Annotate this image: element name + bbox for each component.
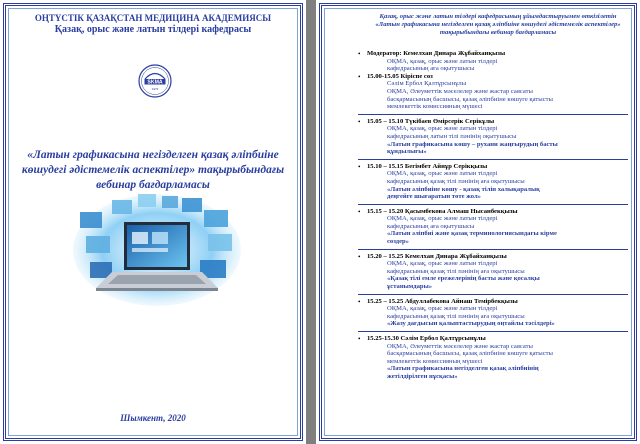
program-item-topic: «Латын әліпбиі және қазақ терминологиясындағы кірме <box>387 230 557 238</box>
program-item-topic: деңгейге шығаратын төте жол» <box>387 193 481 201</box>
program-item-description: ОҚМА, қазақ, орыс және латын тілдері <box>387 170 498 178</box>
program-item <box>358 73 628 111</box>
program-item-topic: «Жазу дағдысын қалыптастырудың оңтайлы тәсілдері» <box>387 320 555 328</box>
program-item-description: мемлекеттік комиссияның мүшесі <box>387 103 483 111</box>
academy-name: ОҢТҮСТІК ҚАЗАҚСТАН МЕДИЦИНА АКАДЕМИЯСЫ <box>34 13 272 23</box>
program-item <box>358 50 628 73</box>
program-item-topic: ұстанымдары» <box>387 283 433 291</box>
skma-logo <box>138 64 172 98</box>
bullet-icon: • <box>358 252 361 261</box>
program-item-description: ОҚМА, қазақ, орыс және латын тілдері <box>387 260 498 268</box>
program-item-description: ОҚМА, қазақ, орыс және латын тілдері <box>387 215 498 223</box>
bullet-icon: • <box>358 162 361 171</box>
program-item <box>358 253 628 291</box>
program-item <box>358 118 628 156</box>
program-item-heading: 15.00-15.05 Кіріспе сөз <box>367 72 433 80</box>
program-item-description: ОҚМА, қазақ, орыс және латын тілдері <box>387 125 498 133</box>
bullet-icon: • <box>358 207 361 216</box>
department-name: Қазақ, орыс және латын тілдері кафедрасы <box>54 24 252 35</box>
program-item-topic: жетілдірілген нұсқасы» <box>387 372 458 380</box>
program-divider <box>358 204 628 205</box>
program-item <box>358 208 628 246</box>
program-item-topic: «Латын графикасына көшу – рухани жаңғырудың басты <box>387 140 558 148</box>
program-item-description: кафедрасының латын тілі пәнінің оқытушысы <box>387 132 517 140</box>
title-page <box>0 0 306 444</box>
program-item-description: кафедрасының қазақ тілі пәнінің аға оқытушысы <box>387 267 525 275</box>
program-item <box>358 298 628 328</box>
program-divider <box>358 294 628 295</box>
program-divider <box>358 114 628 115</box>
page-gap <box>306 0 316 444</box>
program-item-heading: 15.10 – 15.15 Бегімбет Айнұр Серікқызы <box>367 162 488 170</box>
bullet-icon: • <box>358 117 361 126</box>
program-item-description: ОҚМА, қазақ, орыс және латын тілдері <box>387 305 498 313</box>
bullet-icon: • <box>358 50 361 58</box>
program-item-topic: сөздер» <box>387 238 409 246</box>
logo-year: 1979 <box>151 87 159 91</box>
program-page <box>316 0 640 444</box>
program-item-description: ОҚМА, Әлеуметтік мәселелер және жастар саясаты <box>387 87 533 95</box>
program-item-description: кафедрасының қазақ тілі пәнінің аға оқытушысы <box>387 177 525 185</box>
program-divider <box>358 331 628 332</box>
program-divider <box>358 159 628 160</box>
bullet-icon: • <box>358 72 361 81</box>
program-item-heading: 15.15 – 15.20 Қасымбекова Алмаш Нысанбекқызы <box>367 207 518 215</box>
program-header: Қазақ, орыс және латын тілдері кафедрасының ұйымдастыруымен өткізілетін «Латын графикасына негізделген қазақ әліпбиіне көшудегі әдістемелік аспектілер» тақырыбындағы вебинар бағдарламасы <box>375 13 621 36</box>
program-item-description: кафедрасының аға оқытушысы <box>387 222 475 230</box>
program-item-topic: «Латын графикасына негізделген қазақ әліпбиінің <box>387 365 539 373</box>
program-item <box>358 335 628 381</box>
program-item-topic: құндылығы» <box>387 148 427 156</box>
program-item-heading: 15.20 – 15.25 Кемелхан Динара Жұбайханқызы <box>367 252 507 260</box>
program-item-description: ОҚМА, қазақ, орыс және латын тілдері <box>387 57 498 65</box>
program-item-heading: 15.05 – 15.10 Түкібаев Өмірсерік Серікұлы <box>367 117 495 125</box>
program-item-heading: 15.25-15.30 Сәлім Ербол Қалтұрсынұлы <box>367 335 486 342</box>
program-item-topic: «Қазақ тілі емле ережелерінің басты және қосалқы <box>387 275 540 283</box>
laptop-illustration <box>72 192 242 308</box>
program-item-description: мемлекеттік комиссияның мүшесі <box>387 357 483 365</box>
logo-text: SKMA <box>147 79 163 86</box>
program-item-description: басқармасының басшысы, қазақ әліпбиіне көшуге қатысты <box>387 95 553 103</box>
program-item-description: басқармасының басшысы, қазақ әліпбиіне көшуге қатысты <box>387 350 553 358</box>
program-item-description: ОҚМА, Әлеуметтік мәселелер және жастар саясаты <box>387 342 533 350</box>
program-item-heading: 15.25 – 15.25 Абдуллабекова Айнаш Темірбекқызы <box>367 297 518 305</box>
program-item <box>358 163 628 201</box>
program-item-heading: Модератор: Кемелхан Динара Жұбайханқызы <box>367 50 506 57</box>
bullet-icon: • <box>358 297 361 306</box>
program-item-description: кафедрасының қазақ тілі пәнінің аға оқытушысы <box>387 312 525 320</box>
bullet-icon: • <box>358 335 361 343</box>
program-list <box>358 50 628 381</box>
program-divider <box>358 249 628 250</box>
program-item-description: Сәлім Ербол Қалтұрсынұлы <box>387 80 467 88</box>
program-item-description: кафедрасының аға оқытушысы <box>387 65 475 73</box>
city-year: Шымкент, 2020 <box>120 413 186 423</box>
webinar-title: «Латын графикасына негізделген қазақ әліпбиіне көшудегі әдістемелік аспектілер» тақырыбындағы вебинар бағдарламасы <box>21 149 285 191</box>
academy-header <box>0 13 306 35</box>
program-item-topic: «Латын әліпбиіне көшу - қазақ тілін халықаралық <box>387 185 540 193</box>
